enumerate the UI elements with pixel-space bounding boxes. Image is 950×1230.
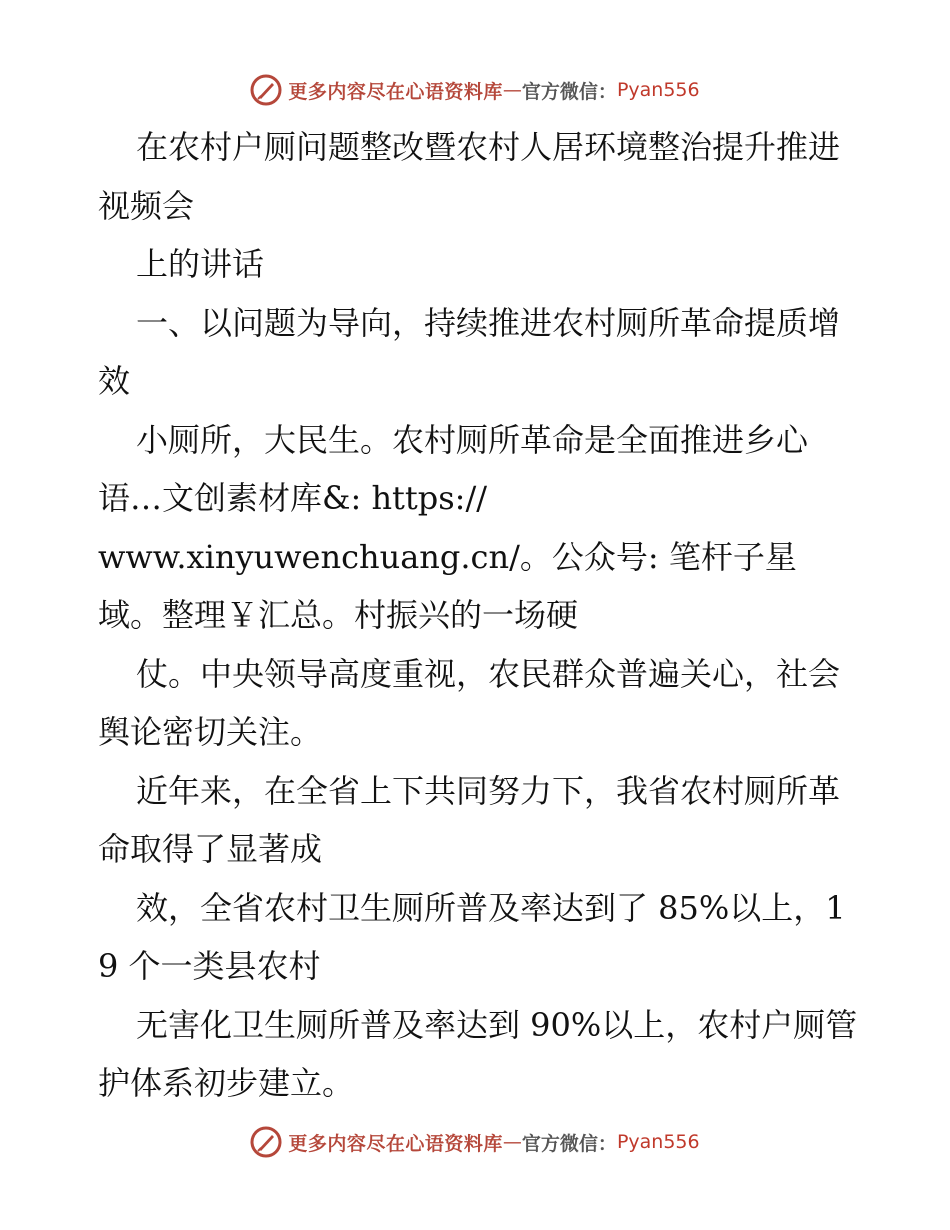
watermark-sub-text: 官方微信：: [521, 1132, 617, 1155]
watermark-main-text: 更多内容尽在心语资料库: [288, 1132, 503, 1155]
paragraph-intro: 小厕所，大民生。农村厕所革命是全面推进乡心语…文创素材库&: https:// www.xinyuwenchuang.cn/。公众号: 笔杆子星域。整理￥汇总。村振兴的一场硬: [98, 420, 809, 634]
watermark-dash: —: [502, 1131, 522, 1153]
paragraph-management: 无害化卫生厕所普及率达到 90%以上，农村户厕管护体系初步建立。: [98, 1005, 858, 1102]
quill-logo-icon: [250, 74, 282, 106]
paragraph-title: 在农村户厕问题整改暨农村人居环境整治提升推进视频会: [98, 128, 841, 225]
paragraph-statistics: 效，全省农村卫生厕所普及率达到了 85%以上，19 个一类县农村: [98, 888, 846, 985]
watermark-dash: —: [502, 79, 522, 101]
paragraph-results: 近年来，在全省上下共同努力下，我省农村厕所革命取得了显著成: [98, 771, 841, 868]
watermark-sub-text: 官方微信：: [521, 80, 617, 103]
quill-logo-icon: [250, 1126, 282, 1158]
footer-watermark: [0, 1122, 950, 1162]
header-watermark: [0, 70, 950, 110]
watermark-wechat-id: Pyan556: [616, 79, 700, 101]
paragraph-title-cont: 上的讲话: [136, 245, 265, 283]
paragraph-heading-1: 一、以问题为导向，持续推进农村厕所革命提质增效: [98, 303, 841, 400]
paragraph-attention: 仗。中央领导高度重视，农民群众普遍关心，社会舆论密切关注。: [98, 654, 841, 751]
document-body: [98, 118, 858, 1113]
watermark-wechat-id: Pyan556: [616, 1131, 700, 1153]
watermark-main-text: 更多内容尽在心语资料库: [288, 80, 503, 103]
